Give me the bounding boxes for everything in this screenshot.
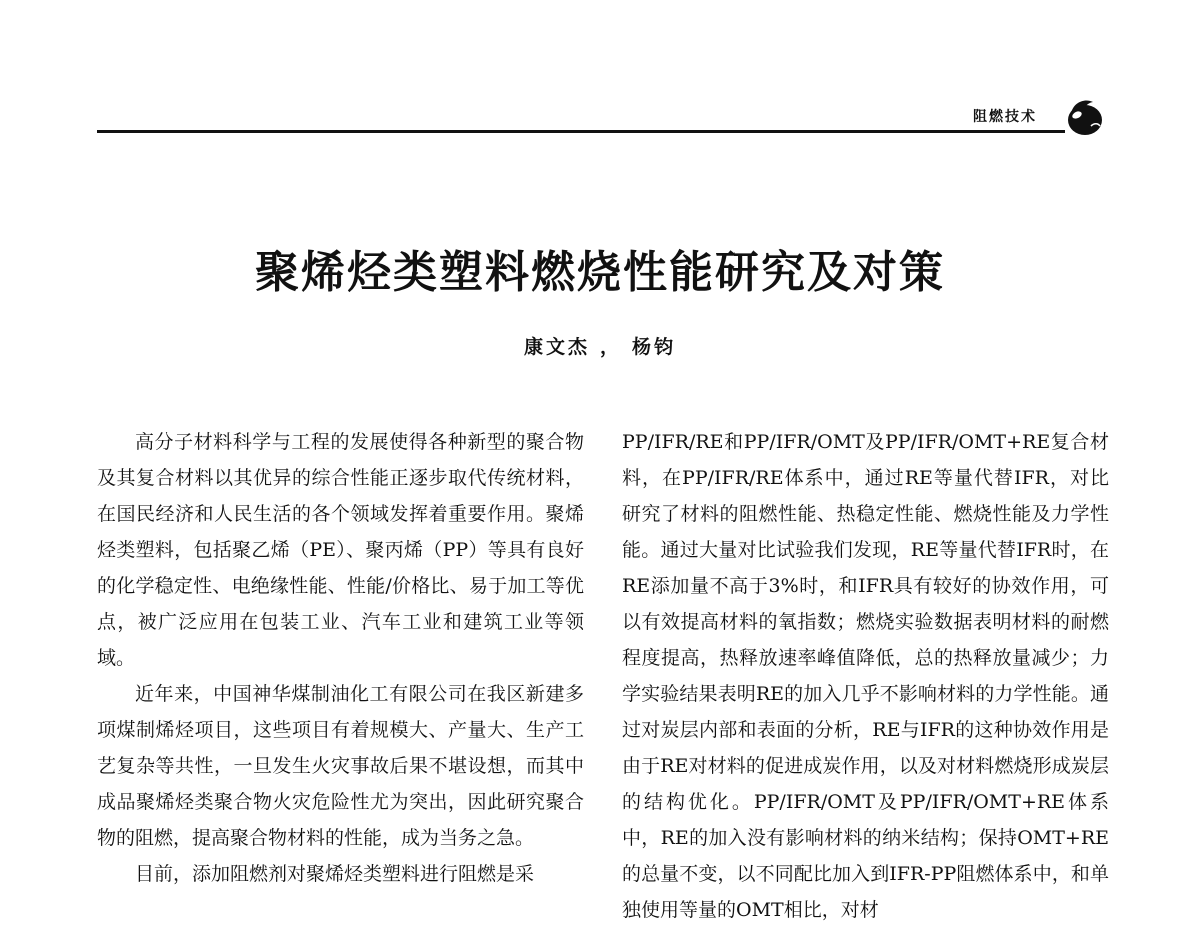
body-column-left	[97, 424, 584, 892]
body-column-right	[622, 424, 1109, 928]
header-rule	[97, 130, 1065, 133]
body-paragraph: 高分子材料科学与工程的发展使得各种新型的聚合物及其复合材料以其优异的综合性能正逐步取代传统材料，在国民经济和人民生活的各个领域发挥着重要作用。聚烯烃类塑料，包括聚乙烯（PE）、聚丙烯（PP）等具有良好的化学稳定性、电绝缘性能、性能/价格比、易于加工等优点，被广泛应用在包装工业、汽车工业和建筑工业等领域。	[97, 431, 584, 669]
author-line	[0, 332, 1200, 359]
body-paragraph: PP/IFR/RE和PP/IFR/OMT及PP/IFR/OMT+RE复合材料，在PP/IFR/RE体系中，通过RE等量代替IFR，对比研究了材料的阻燃性能、热稳定性能、燃烧性能及力学性能。通过大量对比试验我们发现，RE等量代替IFR时，在RE添加量不高于3%时，和IFR具有较好的协效作用，可以有效提高材料的氧指数；燃烧实验数据表明材料的耐燃程度提高，热释放速率峰值降低，总的热释放量减少；力学实验结果表明RE的加入几乎不影响材料的力学性能。通过对炭层内部和表面的分析，RE与IFR的这种协效作用是由于RE对材料的促进成炭作用，以及对材料燃烧形成炭层的结构优化。PP/IFR/OMT及PP/IFR/OMT+RE体系中，RE的加入没有影响材料的纳米结构；保持OMT+RE的总量不变，以不同配比加入到IFR-PP阻燃体系中，和单独使用等量的OMT相比，对材	[622, 431, 1109, 921]
body-paragraph: 目前，添加阻燃剂对聚烯烃类塑料进行阻燃是采	[135, 863, 535, 885]
running-header	[97, 96, 1107, 142]
section-label: 阻燃技术	[973, 109, 1037, 125]
author-separator: ，	[599, 336, 622, 358]
paper-title: 聚烯烃类塑料燃烧性能研究及对策	[255, 247, 945, 298]
flame-emblem-icon	[1063, 96, 1107, 138]
author-name: 杨钧	[632, 336, 677, 358]
author-name: 康文杰	[523, 336, 590, 358]
body-paragraph: 近年来，中国神华煤制油化工有限公司在我区新建多项煤制烯烃项目，这些项目有着规模大、产量大、生产工艺复杂等共性，一旦发生火灾事故后果不堪设想，而其中成品聚烯烃类聚合物火灾危险性尤为突出，因此研究聚合物的阻燃，提高聚合物材料的性能，成为当务之急。	[97, 683, 584, 849]
